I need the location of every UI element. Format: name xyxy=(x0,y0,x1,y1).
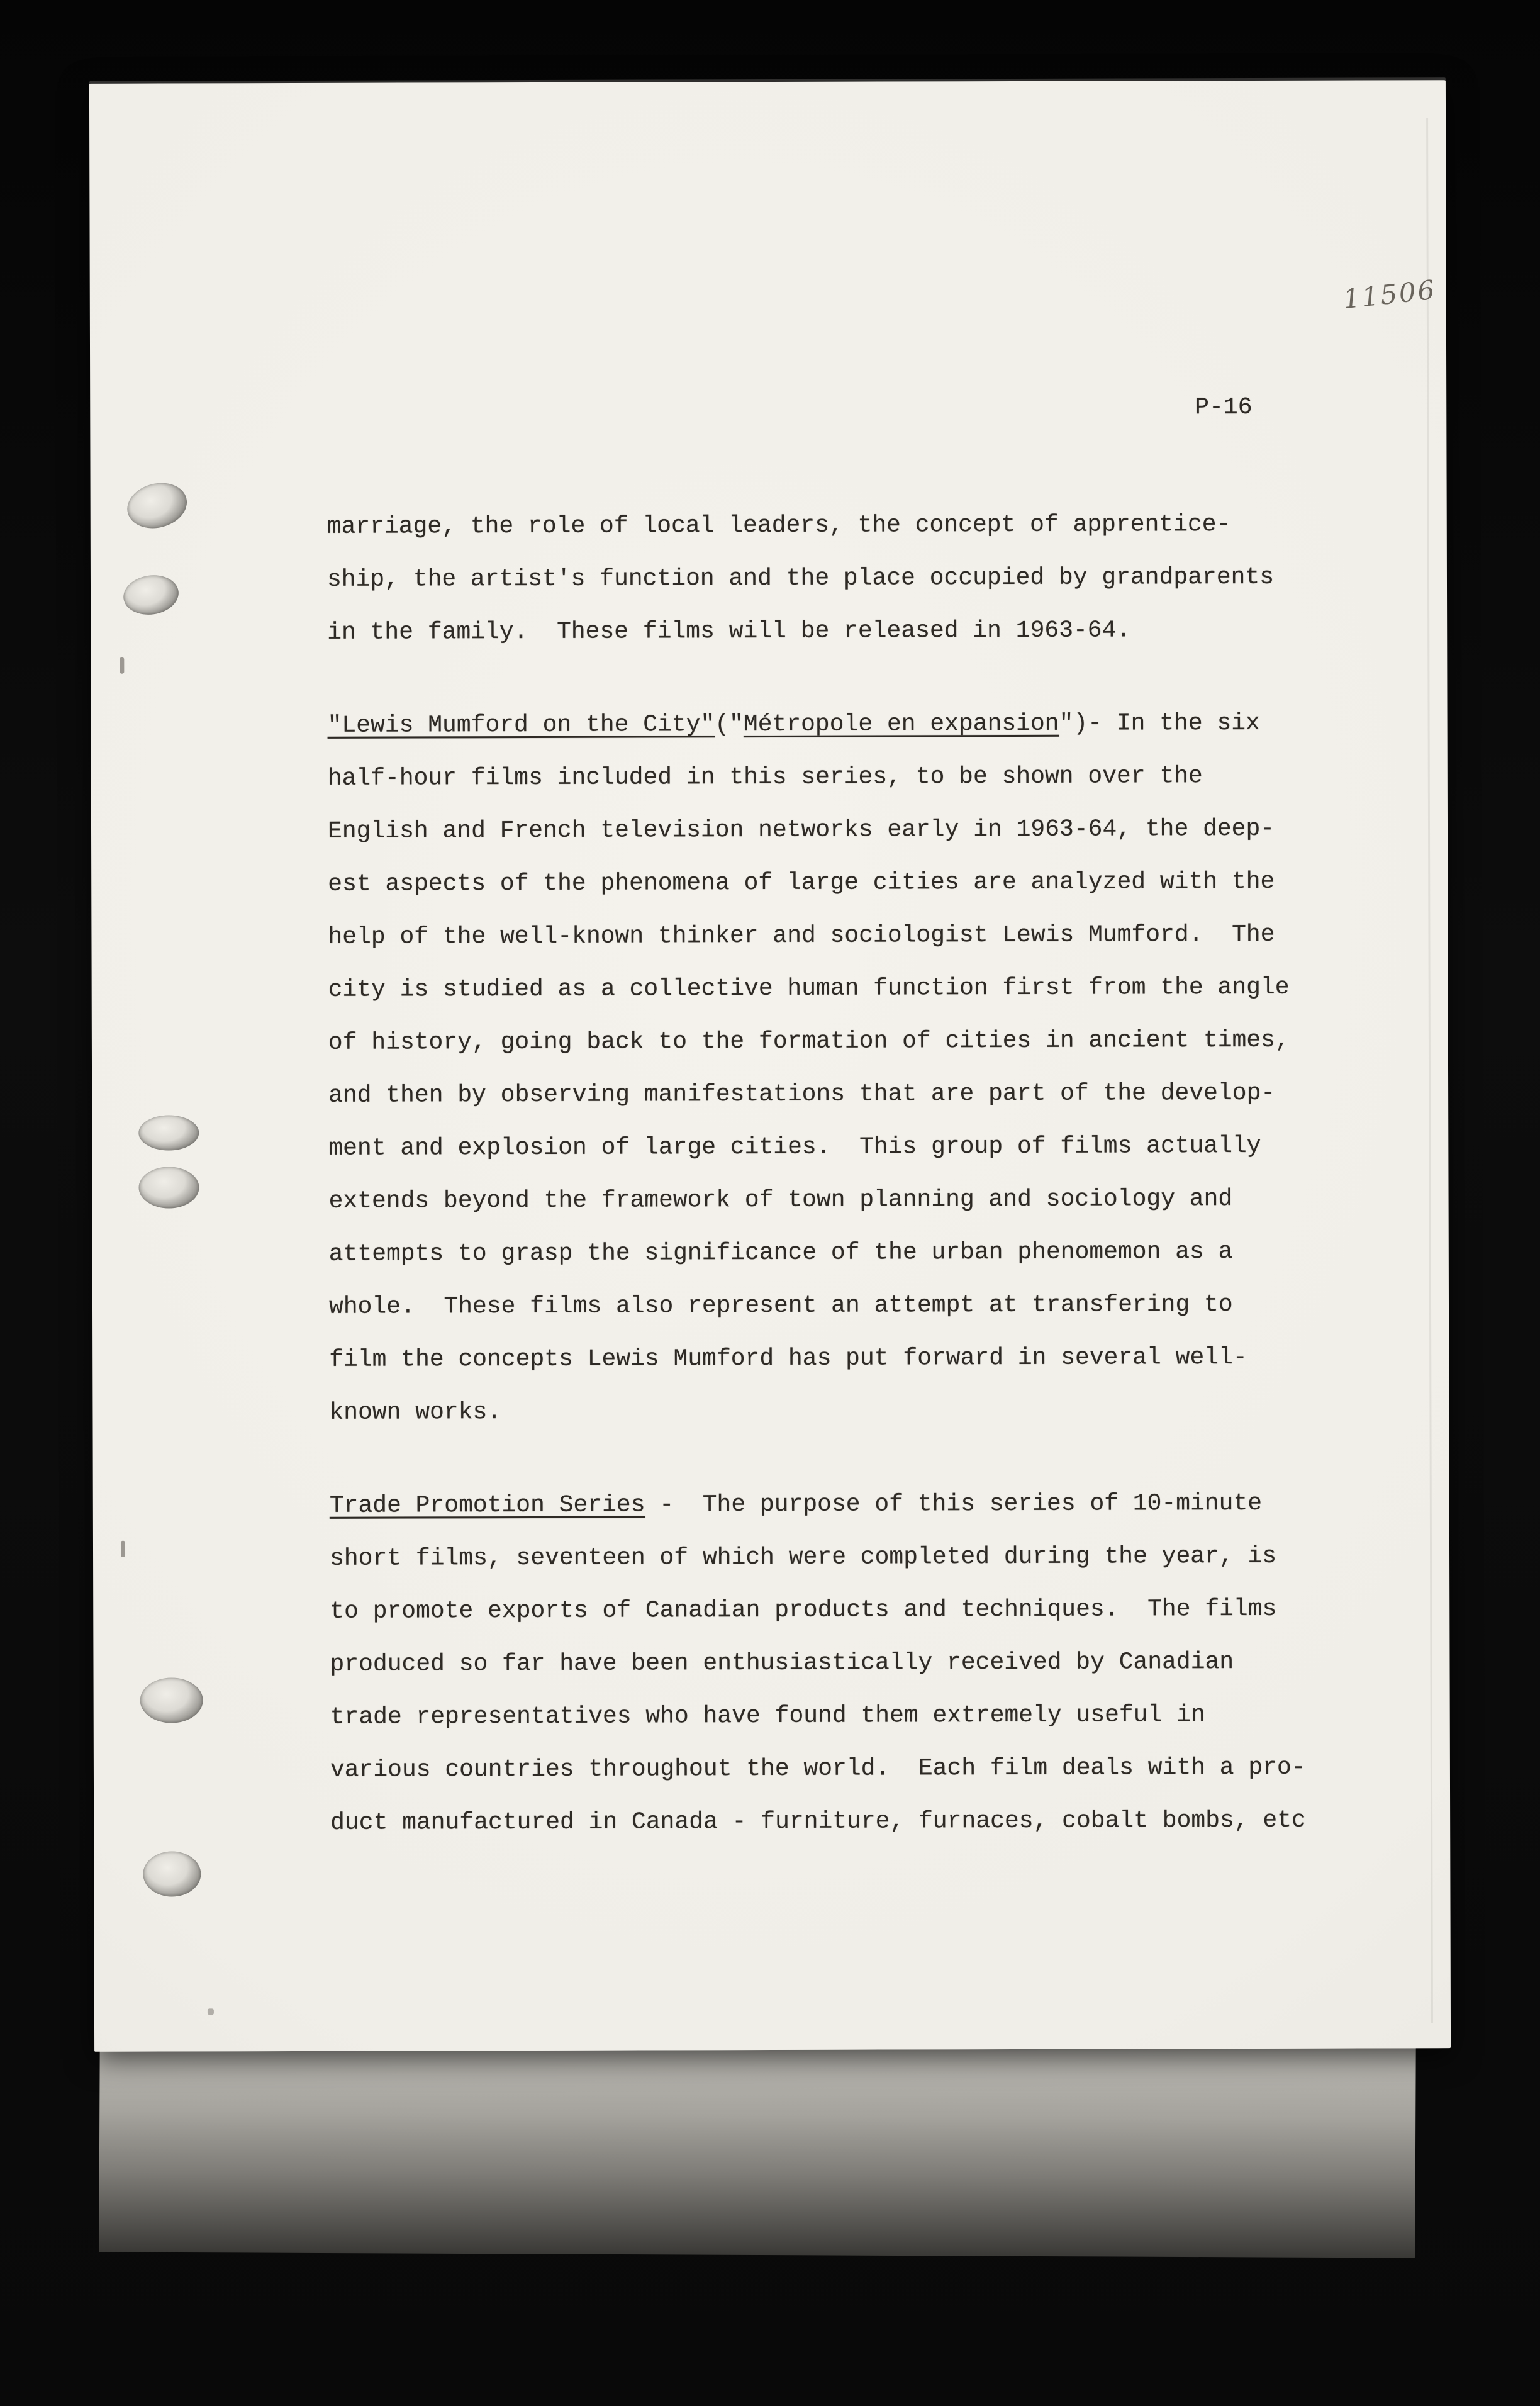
punch-hole xyxy=(121,572,181,618)
paragraph-trade-promotion xyxy=(330,1477,1325,1850)
section-heading-trade-promotion: Trade Promotion Series xyxy=(329,1491,645,1519)
paragraph-lewis-mumford xyxy=(327,697,1323,1440)
french-title: Métropole en expansion xyxy=(743,710,1059,739)
handwritten-number: 11506 xyxy=(1341,274,1438,315)
paragraph-marriage xyxy=(327,498,1322,659)
section-heading-lewis-mumford: "Lewis Mumford on the City" xyxy=(327,711,715,739)
punch-hole xyxy=(123,477,192,534)
scan-artifact xyxy=(121,1541,125,1557)
punch-hole xyxy=(138,1115,199,1150)
paragraph-text: - The purpose of this series of 10-minute short films, seventeen of which were completed during the year, is to promote exports of Canadian products and techniques. The films produced so far have been enthusiastically received by Canadian trade representatives who have found them extremely useful in various countries throughout the world. Each film deals with a pro- duct manufactured in Canada - furniture, furnaces, cobalt bombs, etc xyxy=(329,1489,1306,1837)
scan-artifact xyxy=(208,2008,214,2015)
paragraph-text: ")- In the six half-hour films included in this series, to be shown over the English and French television networks early in 1963-64, the deep- est aspects of the phenomena of large cities are analyzed with the help of the well-known thinker and sociologist Lewis Mumford. The city is studied as a collective human function first from the angle of history, going back to the formation of cities in ancient times, and then by observing manifestations that are part of the develop- ment and explosion of large cities. This group of films actually extends beyond the framework of town planning and sociology and attempts to grasp the significance of the urban phenomemon as a whole. These films also represent an attempt at transfering to film the concepts Lewis Mumford has put forward in several well- known works. xyxy=(327,709,1290,1426)
backing-sheet xyxy=(99,2040,1415,2258)
page-number: P-16 xyxy=(1195,393,1253,422)
punch-hole xyxy=(140,1677,203,1723)
scan-artifact xyxy=(120,657,124,674)
document-page xyxy=(89,80,1451,2052)
punch-hole xyxy=(138,1167,199,1208)
document-body xyxy=(327,498,1325,1890)
paragraph-text: (" xyxy=(715,711,744,739)
paragraph-text: marriage, the role of local leaders, the concept of apprentice- ship, the artist's function and the place occupied by grandparents in the family. These films will be released in 1963-64. xyxy=(326,511,1275,646)
punch-hole xyxy=(143,1851,201,1896)
